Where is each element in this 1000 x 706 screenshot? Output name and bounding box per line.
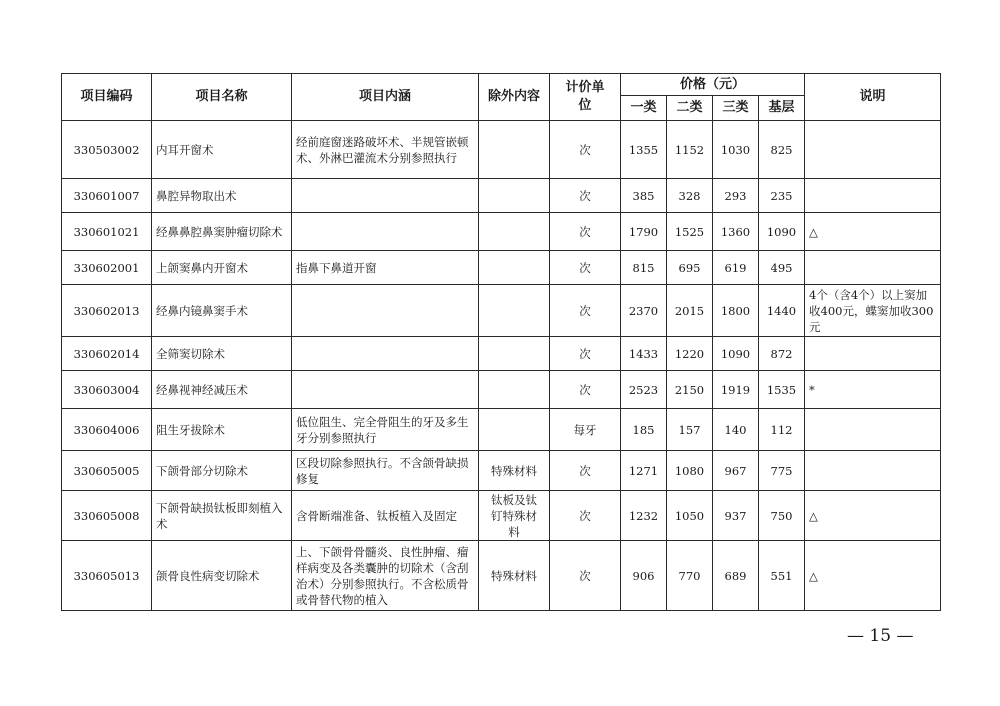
cell-exclusion <box>479 371 550 409</box>
cell-price-tier1: 906 <box>621 541 667 611</box>
cell-price-tier4: 1440 <box>759 285 805 337</box>
cell-exclusion <box>479 409 550 451</box>
cell-code: 330503002 <box>62 121 152 179</box>
cell-price-tier4: 1090 <box>759 213 805 251</box>
header-tier2: 二类 <box>667 96 713 121</box>
cell-exclusion <box>479 337 550 371</box>
cell-code: 330605013 <box>62 541 152 611</box>
cell-exclusion: 特殊材料 <box>479 541 550 611</box>
header-code: 项目编码 <box>62 74 152 121</box>
cell-note: △ <box>805 541 941 611</box>
cell-price-tier1: 385 <box>621 179 667 213</box>
cell-price-tier2: 2015 <box>667 285 713 337</box>
cell-name: 下颌骨缺损钛板即刻植入术 <box>152 491 292 541</box>
cell-price-tier1: 1355 <box>621 121 667 179</box>
cell-code: 330602014 <box>62 337 152 371</box>
cell-price-tier2: 1152 <box>667 121 713 179</box>
cell-code: 330601021 <box>62 213 152 251</box>
cell-code: 330601007 <box>62 179 152 213</box>
cell-code: 330602013 <box>62 285 152 337</box>
cell-price-tier2: 2150 <box>667 371 713 409</box>
table-row <box>62 541 941 611</box>
table-row <box>62 213 941 251</box>
cell-name: 全筛窦切除术 <box>152 337 292 371</box>
page-number: — 15 — <box>847 626 914 646</box>
cell-name: 经鼻内镜鼻窦手术 <box>152 285 292 337</box>
cell-price-tier1: 815 <box>621 251 667 285</box>
cell-price-tier3: 140 <box>713 409 759 451</box>
price-table <box>61 73 941 611</box>
cell-price-tier2: 695 <box>667 251 713 285</box>
cell-price-tier4: 1535 <box>759 371 805 409</box>
cell-note <box>805 337 941 371</box>
cell-content: 低位阻生、完全骨阻生的牙及多生牙分别参照执行 <box>292 409 479 451</box>
cell-unit: 次 <box>550 251 621 285</box>
cell-price-tier3: 1919 <box>713 371 759 409</box>
table-row <box>62 491 941 541</box>
cell-unit: 次 <box>550 541 621 611</box>
table-row <box>62 285 941 337</box>
cell-price-tier2: 1080 <box>667 451 713 491</box>
cell-content <box>292 337 479 371</box>
cell-content: 区段切除参照执行。不含颌骨缺损修复 <box>292 451 479 491</box>
cell-exclusion <box>479 251 550 285</box>
cell-content: 上、下颌骨骨髓炎、良性肿瘤、瘤样病变及各类囊肿的切除术（含刮治术）分别参照执行。不含松质骨或骨替代物的植入 <box>292 541 479 611</box>
cell-price-tier1: 1790 <box>621 213 667 251</box>
cell-price-tier3: 1030 <box>713 121 759 179</box>
cell-content: 指鼻下鼻道开窗 <box>292 251 479 285</box>
cell-code: 330604006 <box>62 409 152 451</box>
cell-exclusion <box>479 179 550 213</box>
cell-content: 经前庭窗迷路破坏术、半规管嵌顿术、外淋巴灌流术分别参照执行 <box>292 121 479 179</box>
cell-content <box>292 179 479 213</box>
header-exclusion: 除外内容 <box>479 74 550 121</box>
cell-name: 经鼻视神经减压术 <box>152 371 292 409</box>
header-tier1: 一类 <box>621 96 667 121</box>
header-tier4: 基层 <box>759 96 805 121</box>
header-price: 价格（元） <box>621 74 805 96</box>
cell-price-tier3: 1090 <box>713 337 759 371</box>
cell-note <box>805 409 941 451</box>
cell-code: 330605008 <box>62 491 152 541</box>
cell-unit: 次 <box>550 285 621 337</box>
cell-name: 上颌窦鼻内开窗术 <box>152 251 292 285</box>
cell-price-tier4: 495 <box>759 251 805 285</box>
cell-price-tier3: 1360 <box>713 213 759 251</box>
cell-name: 鼻腔异物取出术 <box>152 179 292 213</box>
cell-price-tier3: 293 <box>713 179 759 213</box>
table-row <box>62 121 941 179</box>
cell-price-tier2: 1525 <box>667 213 713 251</box>
cell-content <box>292 285 479 337</box>
cell-unit: 次 <box>550 337 621 371</box>
cell-price-tier4: 775 <box>759 451 805 491</box>
header-content: 项目内涵 <box>292 74 479 121</box>
cell-exclusion <box>479 213 550 251</box>
cell-note <box>805 251 941 285</box>
cell-price-tier1: 1433 <box>621 337 667 371</box>
cell-price-tier2: 1050 <box>667 491 713 541</box>
cell-price-tier2: 770 <box>667 541 713 611</box>
cell-price-tier1: 185 <box>621 409 667 451</box>
cell-code: 330605005 <box>62 451 152 491</box>
cell-price-tier4: 551 <box>759 541 805 611</box>
cell-exclusion <box>479 285 550 337</box>
cell-unit: 次 <box>550 121 621 179</box>
table-body <box>62 121 941 611</box>
cell-price-tier2: 328 <box>667 179 713 213</box>
cell-price-tier4: 112 <box>759 409 805 451</box>
header-name: 项目名称 <box>152 74 292 121</box>
cell-code: 330602001 <box>62 251 152 285</box>
cell-price-tier3: 967 <box>713 451 759 491</box>
cell-price-tier2: 157 <box>667 409 713 451</box>
cell-unit: 次 <box>550 371 621 409</box>
cell-name: 内耳开窗术 <box>152 121 292 179</box>
cell-note: * <box>805 371 941 409</box>
cell-note <box>805 451 941 491</box>
table-row <box>62 409 941 451</box>
cell-exclusion: 特殊材料 <box>479 451 550 491</box>
cell-unit: 每牙 <box>550 409 621 451</box>
cell-name: 经鼻鼻腔鼻窦肿瘤切除术 <box>152 213 292 251</box>
cell-price-tier1: 1271 <box>621 451 667 491</box>
table-row <box>62 371 941 409</box>
cell-code: 330603004 <box>62 371 152 409</box>
cell-exclusion <box>479 121 550 179</box>
cell-name: 阻生牙拔除术 <box>152 409 292 451</box>
cell-note: △ <box>805 491 941 541</box>
cell-price-tier3: 689 <box>713 541 759 611</box>
cell-unit: 次 <box>550 451 621 491</box>
cell-name: 下颌骨部分切除术 <box>152 451 292 491</box>
cell-price-tier1: 2523 <box>621 371 667 409</box>
cell-note <box>805 179 941 213</box>
cell-price-tier4: 235 <box>759 179 805 213</box>
cell-note: 4个（含4个）以上窦加收400元，蝶窦加收300元 <box>805 285 941 337</box>
cell-note <box>805 121 941 179</box>
cell-price-tier4: 872 <box>759 337 805 371</box>
cell-unit: 次 <box>550 491 621 541</box>
cell-unit: 次 <box>550 179 621 213</box>
cell-price-tier1: 1232 <box>621 491 667 541</box>
cell-exclusion: 钛板及钛钉特殊材料 <box>479 491 550 541</box>
header-tier3: 三类 <box>713 96 759 121</box>
cell-price-tier2: 1220 <box>667 337 713 371</box>
table-header <box>62 74 941 121</box>
cell-name: 颌骨良性病变切除术 <box>152 541 292 611</box>
cell-content <box>292 213 479 251</box>
cell-content: 含骨断端准备、钛板植入及固定 <box>292 491 479 541</box>
header-note: 说明 <box>805 74 941 121</box>
cell-content <box>292 371 479 409</box>
cell-price-tier4: 825 <box>759 121 805 179</box>
cell-price-tier1: 2370 <box>621 285 667 337</box>
table-row <box>62 337 941 371</box>
cell-price-tier3: 937 <box>713 491 759 541</box>
cell-price-tier3: 1800 <box>713 285 759 337</box>
cell-price-tier3: 619 <box>713 251 759 285</box>
header-unit-text: 计价单位 <box>565 80 605 113</box>
table-row <box>62 451 941 491</box>
cell-unit: 次 <box>550 213 621 251</box>
table-row <box>62 179 941 213</box>
cell-price-tier4: 750 <box>759 491 805 541</box>
table-row <box>62 251 941 285</box>
header-unit <box>550 74 621 121</box>
cell-note: △ <box>805 213 941 251</box>
